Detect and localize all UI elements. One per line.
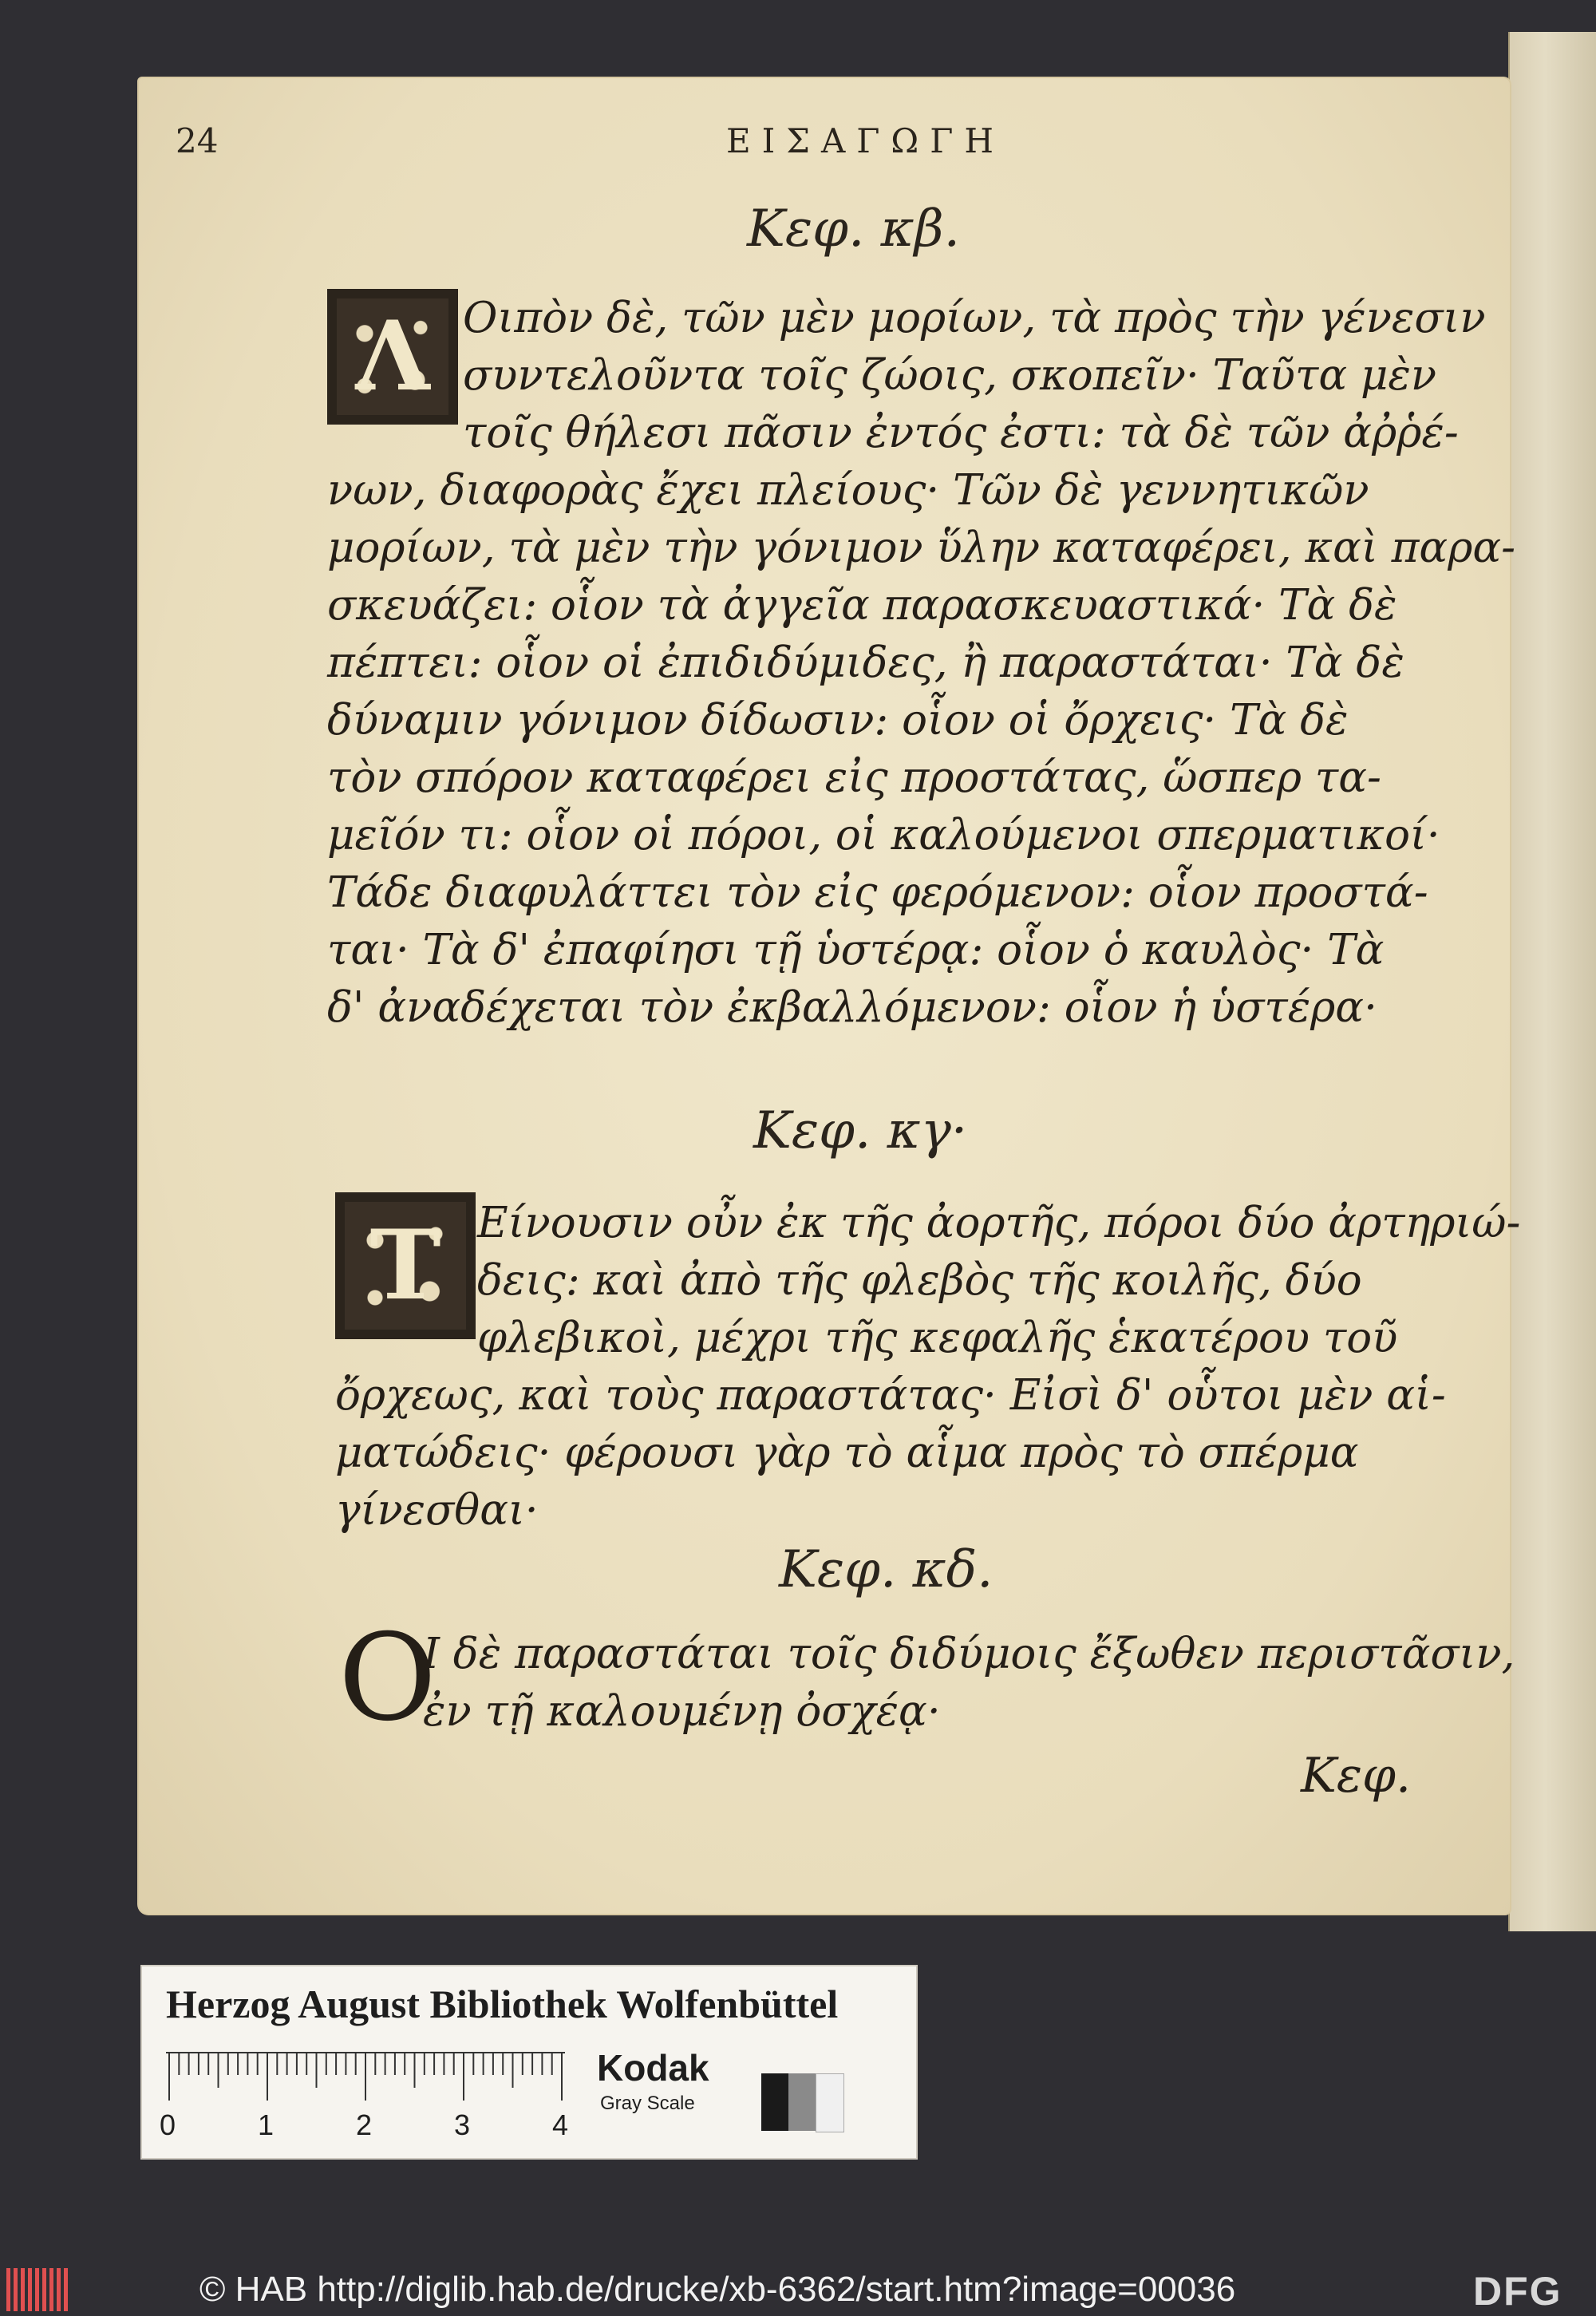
facing-page-edge [1508, 32, 1596, 1931]
ruler-label-4: 4 [552, 2109, 569, 2141]
barcode-icon [6, 2268, 70, 2311]
ruler-label-1: 1 [258, 2109, 275, 2141]
initial-letter: Τ [369, 1209, 441, 1322]
text-line: ἐν τῇ καλουμένῃ ὀσχέᾳ· [423, 1687, 941, 1736]
library-label [140, 1965, 918, 2160]
text-line: ὄρχεως, καὶ τοὺς παραστάτας· Εἰσὶ δ' οὗτοι μὲν αἱ- [335, 1371, 1446, 1420]
catchword: Κεφ. [1301, 1748, 1412, 1804]
dfg-logo: DFG [1473, 2269, 1562, 2314]
text-line: ματώδεις· φέρουσι γὰρ τὸ αἷμα πρὸς τὸ σπέρμα [335, 1429, 1359, 1477]
text-line: μεῖόν τι: οἷον οἱ πόροι, οἱ καλούμενοι σπερματικοί· [327, 811, 1440, 860]
library-name: Herzog August Bibliothek Wolfenbüttel [166, 1982, 839, 2026]
text-line: σκευάζει: οἷον τὰ ἀγγεῖα παρασκευαστικά· Τὰ δὲ [327, 581, 1397, 630]
text-line: δ' ἀναδέχεται τὸν ἐκβαλλόμενον: οἷον ἡ ὑστέρα· [327, 983, 1377, 1032]
initial-letter-o: O [338, 1609, 437, 1748]
text-line: πέπτει: οἷον οἱ ἐπιδιδύμιδες, ἢ παραστάται· Τὰ δὲ [327, 638, 1404, 687]
gray-scale-caption: Gray Scale [600, 2093, 695, 2114]
ruler-label-0: 0 [160, 2109, 176, 2141]
text-line: νων, διαφορὰς ἔχει πλείους· Τῶν δὲ γεννητικῶν [327, 466, 1369, 515]
text-line: ται· Τὰ δ' ἐπαφίησι τῇ ὑστέρᾳ: οἷον ὁ καυλὸς· Τὰ [327, 926, 1385, 974]
running-head: ΕΙΣΑΓΩΓΗ [726, 121, 1005, 160]
text-line: Τάδε διαφυλάττει τὸν εἰς φερόμενον: οἷον προστά- [327, 868, 1428, 917]
text-line: μορίων, τὰ μὲν τὴν γόνιμον ὕλην καταφέρει, καὶ παρα- [327, 524, 1516, 572]
decorated-initial-tau [335, 1192, 476, 1339]
text-line: συντελοῦντα τοῖς ζώοις, σκοπεῖν· Ταῦτα μὲν [463, 351, 1437, 400]
chapter-heading-24: Κεφ. κδ. [779, 1540, 994, 1599]
text-line: I δὲ παραστάται τοῖς διδύμοις ἔξωθεν περιστᾶσιν, [423, 1630, 1515, 1678]
kodak-logo: Kodak [597, 2047, 709, 2089]
text-line: δεις: καὶ ἀπὸ τῆς φλεβὸς τῆς κοιλῆς, δύο [477, 1256, 1362, 1305]
decorated-initial-lambda [327, 289, 458, 425]
text-line: φλεβικοὶ, μέχρι τῆς κεφαλῆς ἑκατέρου τοῦ [477, 1314, 1398, 1362]
page-number: 24 [176, 121, 219, 160]
initial-letter: Λ [355, 300, 430, 413]
text-line: Είνουσιν οὖν ἐκ τῆς ἀορτῆς, πόροι δύο ἀρτηριώ- [477, 1199, 1521, 1247]
text-line: τοῖς θήλεσι πᾶσιν ἐντός ἐστι: τὰ δὲ τῶν ἀῤῥέ- [463, 409, 1459, 457]
gray-swatch-mid [788, 2073, 816, 2131]
chapter-heading-23: Κεφ. κγ· [753, 1101, 968, 1160]
ruler-label-3: 3 [454, 2109, 471, 2141]
chapter-heading-22: Κεφ. κβ. [747, 200, 960, 259]
gray-swatch-black [761, 2073, 788, 2131]
ruler-label-2: 2 [356, 2109, 373, 2141]
text-line: Οιπὸν δὲ, τῶν μὲν μορίων, τὰ πρὸς τὴν γένεσιν [463, 294, 1486, 342]
gray-swatch-white [816, 2073, 844, 2132]
text-line: γίνεσθαι· [335, 1486, 539, 1535]
text-line: τὸν σπόρον καταφέρει εἰς προστάτας, ὥσπερ τα- [327, 753, 1381, 802]
scale-ruler [166, 2049, 597, 2137]
text-line: δύναμιν γόνιμον δίδωσιν: οἷον οἱ ὄρχεις· Τὰ δὲ [327, 696, 1349, 745]
copyright-url[interactable]: © HAB http://diglib.hab.de/drucke/xb-6362/start.htm?image=00036 [200, 2270, 1236, 2309]
